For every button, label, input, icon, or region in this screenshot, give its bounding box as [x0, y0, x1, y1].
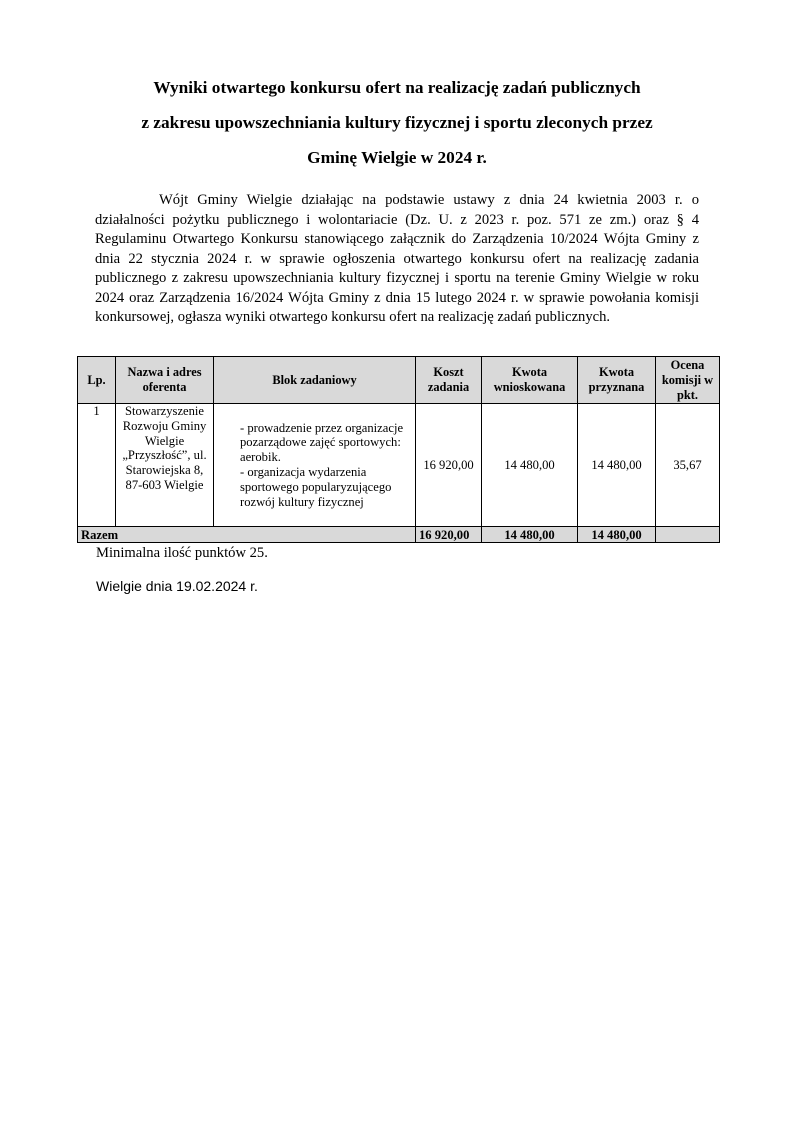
row-block [214, 404, 416, 527]
row-cost: 16 920,00 [416, 404, 482, 527]
total-label: Razem [78, 527, 416, 543]
header-requested: Kwota wnioskowana [482, 357, 578, 404]
total-score [656, 527, 720, 543]
row-granted: 14 480,00 [578, 404, 656, 527]
header-score: Ocena komisji w pkt. [656, 357, 720, 404]
header-granted: Kwota przyznana [578, 357, 656, 404]
min-points-note: Minimalna ilość punktów 25. [96, 545, 268, 561]
header-lp: Lp. [78, 357, 116, 404]
place-date: Wielgie dnia 19.02.2024 r. [96, 578, 258, 594]
header-cost: Koszt zadania [416, 357, 482, 404]
header-block: Blok zadaniowy [214, 357, 416, 404]
total-granted: 14 480,00 [578, 527, 656, 543]
block-item: - organizacja wydarzenia sportowego popularyzującego rozwój kultury fizycznej [240, 465, 392, 509]
total-requested: 14 480,00 [482, 527, 578, 543]
intro-paragraph: Wójt Gminy Wielgie działając na podstawie ustawy z dnia 24 kwietnia 2003 r. o działalności pożytku publicznego i wolontariacie (Dz. U. z 2023 r. poz. 571 ze zm.) oraz § 4 Regulaminu Otwartego Konkursu stanowiącego załącznik do Zarządzenia 10/2024 Wójta Gminy z dnia 22 stycznia 2024 r. w sprawie ogłoszenia otwartego konkursu ofert na realizację zadania publicznego z zakresu upowszechniania kultury fizycznej i sportu na terenie Gminy Wielgie w roku 2024 oraz Zarządzenia 16/2024 Wójta Gminy z dnia 15 lutego 2024 r. w sprawie powołania komisji konkursowej, ogłasza wyniki otwartego konkursu ofert na realizację zadań publicznych. [95, 192, 699, 325]
title-line-2: z zakresu upowszechniania kultury fizycznej i sportu zleconych przez [141, 113, 653, 132]
total-cost: 16 920,00 [416, 527, 482, 543]
row-requested: 14 480,00 [482, 404, 578, 527]
row-score: 35,67 [656, 404, 720, 527]
block-item: - prowadzenie przez organizacje pozarządowe zajęć sportowych: aerobik. [240, 420, 404, 465]
row-lp: 1 [78, 404, 116, 527]
results-table [77, 356, 720, 543]
table-row [78, 404, 720, 527]
header-name: Nazwa i adres oferenta [116, 357, 214, 404]
row-name: Stowarzyszenie Rozwoju Gminy Wielgie „Przyszłość”, ul. Starowiejska 8, 87-603 Wielgie [116, 404, 214, 527]
table-header-row [78, 357, 720, 404]
total-row [78, 527, 720, 543]
document-title [90, 70, 704, 175]
title-line-3: Gminę Wielgie w 2024 r. [307, 148, 487, 167]
title-line-1: Wyniki otwartego konkursu ofert na realizację zadań publicznych [153, 78, 641, 97]
